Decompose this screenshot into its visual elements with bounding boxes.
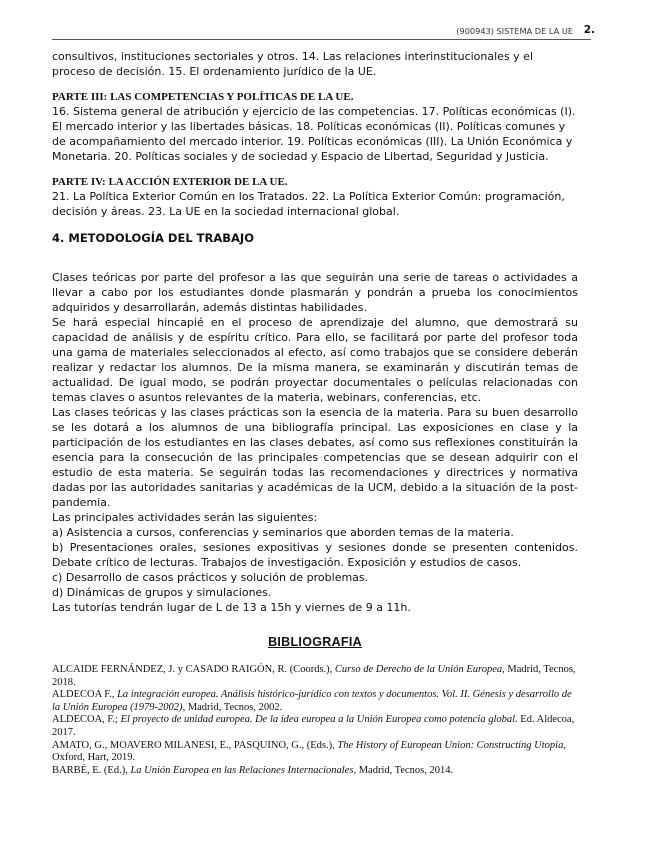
entry-publication: Ed. Aldecoa, 2017. — [52, 714, 575, 738]
methodology-body — [52, 270, 578, 615]
entry-publication: , Madrid, Tecnos, 2018. — [52, 664, 576, 688]
methodology-paragraph-3: Las clases teóricas y las clases prácticas son la esencia de la materia. Para su buen desarrollo se les dotará a los alumnos de una bibliografía principal. Las exposiciones en clase y la participación de los estudiantes en las clases debates, así como sus reflexiones constituirán la esencia para la consecución de las principales competencias que se desean adquirir con el estudio de esta materia. Se seguirán todas las recomendaciones y directrices y normativa dadas por las autoridades sanitarias y académicas de la UCM, debido a la situación de la post-pandemia. — [52, 406, 578, 509]
entry-authors: ALCAIDE FERNÁNDEZ, J. y CASADO RAIGÓN, R. (Coords.), — [52, 664, 335, 675]
bibliography-title: BIBLIOGRAFIA — [268, 635, 362, 649]
part4-text: 21. La Política Exterior Común en los Tratados. 22. La Política Exterior Común: programación, decisión y áreas. 23. La UE en la sociedad internacional global. — [52, 190, 565, 218]
entry-publication: , Oxford, Hart, 2019. — [52, 739, 566, 764]
entry-publication: , Madrid, Tecnos, 2002. — [182, 701, 283, 713]
activity-c: c) Desarrollo de casos prácticos y solución de problemas. — [52, 571, 369, 584]
methodology-paragraph-2: Se hará especial hincapié en el proceso de aprendizaje del alumno, que demostrará su capacidad de análisis y de espíritu crítico. Para ello, se facilitará por parte del profesor toda una gama de materiales seleccionados al efecto, así como trabajos que se considere deberán realizar y redactar los alumnos. De la misma manera, se examinarán y discutirán temas de actualidad. De igual modo, se podrán proyectar documentales o películas relacionadas con temas claves o asuntos relevantes de la materia, webinars, conferencias, etc. — [52, 316, 578, 404]
bibliography-entry — [52, 714, 578, 739]
entry-authors: ALDECOA, F.; — [52, 714, 121, 726]
activity-d: d) Dinámicas de grupos y simulaciones. — [52, 586, 272, 599]
page-number: 2. — [583, 24, 595, 36]
entry-title: La Unión Europea en las Relaciones Internacionales — [130, 764, 354, 776]
activity-b: b) Presentaciones orales, sesiones expositivas y sesiones donde se presenten contenidos. Debate crítico de lecturas. Trabajos de investigación. Exposición y estudios de casos. — [52, 541, 578, 569]
entry-title: The History of European Union: Constructing Utopia — [337, 739, 564, 751]
bibliography-entry — [52, 765, 578, 778]
entry-authors: BARBÉ, E. (Ed.), — [52, 764, 131, 776]
page-content — [52, 49, 578, 777]
page-header — [52, 24, 595, 40]
bibliography-entry — [52, 740, 578, 765]
bibliography-entry — [52, 664, 578, 689]
bibliography-list — [52, 664, 578, 777]
part4-heading: PARTE IV: LA ACCIÓN EXTERIOR DE LA UE. — [52, 176, 288, 188]
header-course-title: (900943) SISTEMA DE LA UE — [456, 26, 573, 36]
bibliography-entry — [52, 689, 578, 714]
activity-a: a) Asistencia a cursos, conferencias y seminarios que aborden temas de la materia. — [52, 526, 514, 539]
entry-title: Curso de Derecho de la Unión Europea — [334, 664, 503, 675]
activities-intro: Las principales actividades serán las siguientes: — [52, 511, 318, 524]
entry-authors: ALDECOA F., — [52, 689, 118, 701]
entry-authors: AMATO, G., MOAVERO MILANESI, E., PASQUINO, G., (Eds.), — [52, 739, 338, 751]
intro-continuation: consultivos, instituciones sectoriales y otros. 14. Las relaciones interinstitucionales y el proceso de decisión. 15. El ordenamiento jurídico de la UE. — [52, 50, 534, 78]
entry-title: La integración europea. Análisis histórico-jurídico con textos y documentos. Vol. II. Génesis y desarrollo de la Unión Europea (1979-2002) — [52, 689, 572, 713]
part3-heading: PARTE III: LAS COMPETENCIAS Y POLÍTICAS DE LA UE. — [52, 91, 354, 103]
methodology-heading: 4. METODOLOGÍA DEL TRABAJO — [52, 231, 254, 245]
entry-title: El proyecto de unidad europea. De la idea europea a la Unión Europea como potencia global. — [120, 714, 518, 726]
entry-publication: , Madrid, Tecnos, 2014. — [353, 764, 454, 776]
tutorias-schedule: Las tutorías tendrán lugar de L de 13 a 15h y viernes de 9 a 11h. — [52, 601, 411, 614]
part3-text: 16. Sistema general de atribución y ejercicio de las competencias. 17. Políticas económicas (I). El mercado interior y las libertades básicas. 18. Políticas económicas (II). Políticas comunes y de acompañamiento del mercado interior. 19. Políticas económicas (III). La Unión Económica y Monetaria. 20. Políticas sociales y de sociedad y Espacio de Libertad, Seguridad y Justicia. — [52, 105, 576, 163]
methodology-paragraph-1: Clases teóricas por parte del profesor a las que seguirán una serie de tareas o actividades a llevar a cabo por los estudiantes donde plasmarán y pondrán a prueba los conocimientos adquiridos y desarrollarán, además distintas habilidades. — [52, 271, 578, 314]
